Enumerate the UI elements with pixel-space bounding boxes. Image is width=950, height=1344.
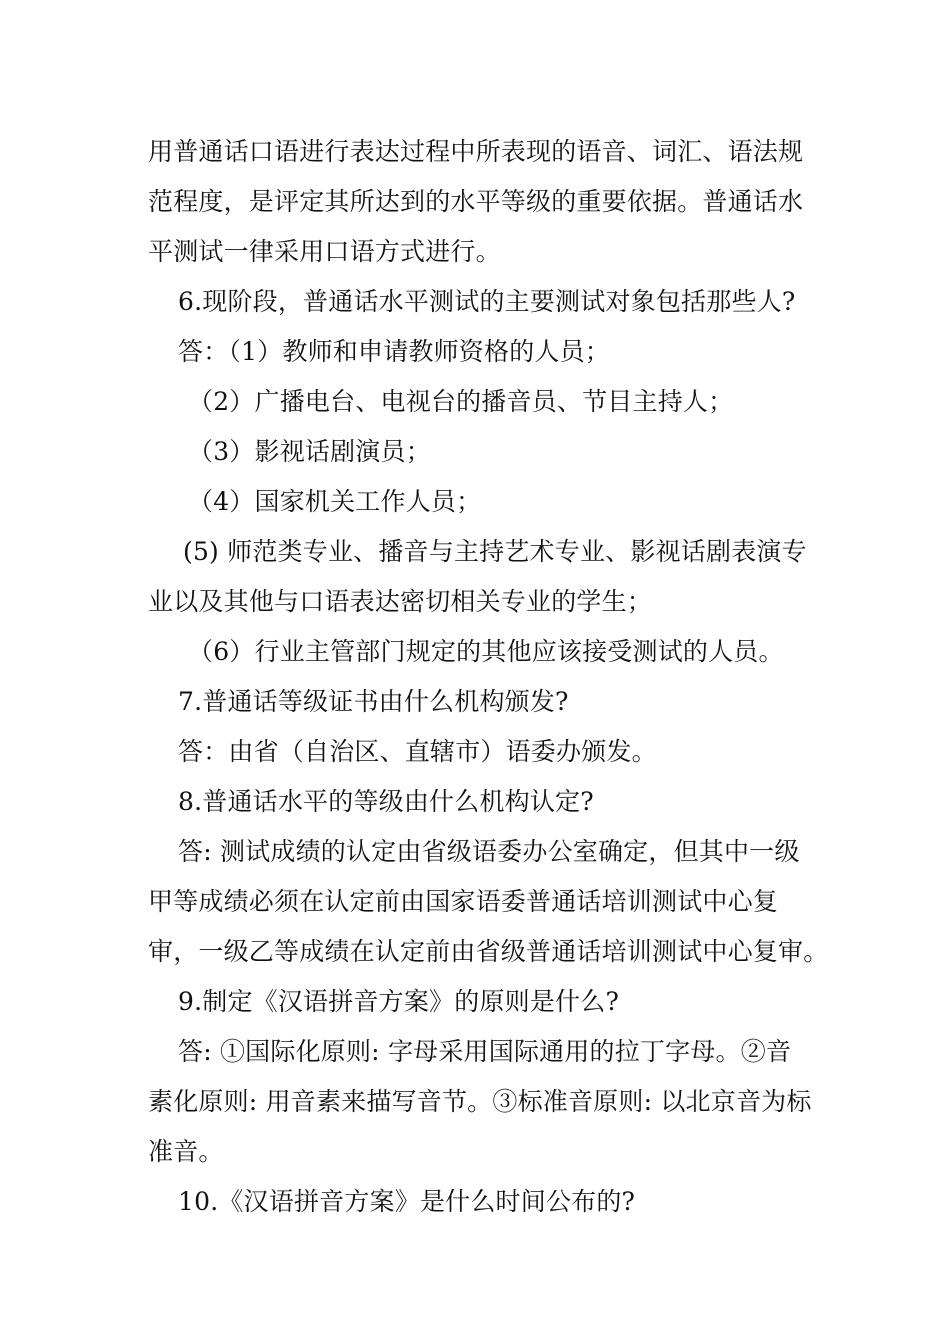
answer-line: 答: ①国际化原则: 字母采用国际通用的拉丁字母。②音 (178, 1037, 792, 1066)
text-line: 用普通话口语进行表达过程中所表现的语音、词汇、语法规 (148, 137, 804, 166)
list-item: （6）行业主管部门规定的其他应该接受测试的人员。 (188, 637, 784, 666)
text-line: 甲等成绩必须在认定前由国家语委普通话培训测试中心复 (148, 887, 779, 916)
list-item: （3）影视话剧演员； (188, 437, 431, 466)
text-line: 范程度，是评定其所达到的水平等级的重要依据。普通话水 (148, 187, 804, 216)
answer-line: 答: 测试成绩的认定由省级语委办公室确定，但其中一级 (178, 837, 800, 866)
text-line: 业以及其他与口语表达密切相关专业的学生； (148, 587, 653, 616)
answer-line: 答：由省（自治区、直辖市）语委办颁发。 (178, 737, 657, 766)
list-item: （2）广播电台、电视台的播音员、节目主持人； (188, 387, 734, 416)
text-line: 平测试一律采用口语方式进行。 (148, 237, 501, 266)
text-line: 准音。 (148, 1137, 224, 1166)
text-line: 审，一级乙等成绩在认定前由省级普通话培训测试中心复审。 (148, 937, 829, 966)
question-line: 8.普通话水平的等级由什么机构认定? (178, 787, 594, 816)
list-item: (5) 师范类专业、播音与主持艺术专业、影视话剧表演专 (183, 537, 807, 566)
answer-line: 答：（1）教师和申请教师资格的人员； (178, 337, 611, 366)
question-line: 7.普通话等级证书由什么机构颁发? (178, 687, 569, 716)
list-item: （4）国家机关工作人员； (188, 487, 482, 516)
question-line: 6.现阶段，普通话水平测试的主要测试对象包括那些人? (178, 287, 796, 316)
text-line: 素化原则: 用音素来描写音节。③标准音原则: 以北京音为标 (148, 1087, 812, 1116)
question-line: 9.制定《汉语拼音方案》的原则是什么? (178, 987, 620, 1016)
question-line: 10.《汉语拼音方案》是什么时间公布的? (178, 1187, 636, 1216)
